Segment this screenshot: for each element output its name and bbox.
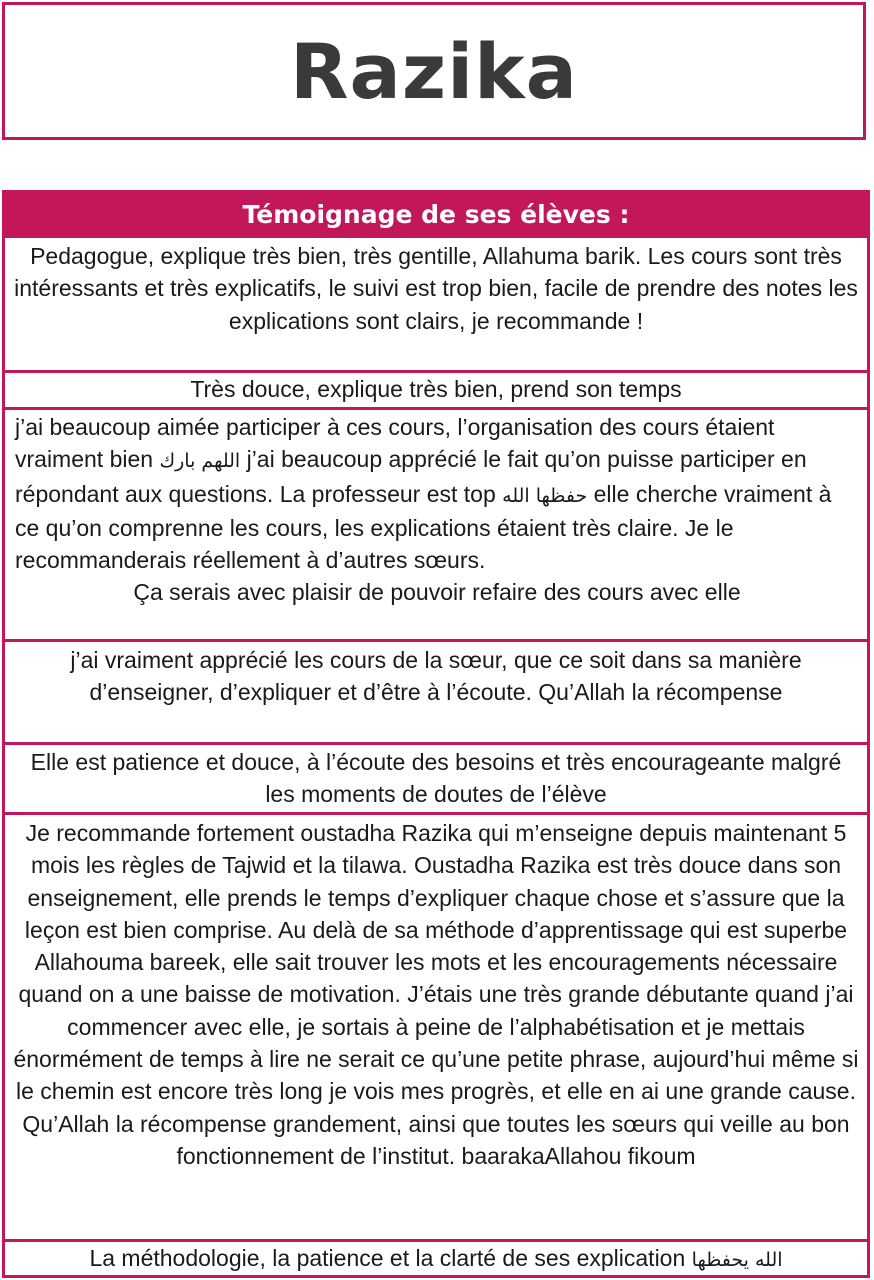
title-box	[2, 2, 866, 140]
testimonial-1	[5, 238, 867, 370]
testimonial-3-part1: j’ai beaucoup aimée participer à ces cours, l’organisation des cours étaient vraiment bien	[15, 414, 775, 473]
testimonial-7	[5, 1239, 867, 1275]
testimonial-7-arabic: الله يحفظها	[691, 1249, 783, 1271]
page-title: Razika	[290, 26, 578, 116]
testimonial-3-closing: Ça serais avec plaisir de pouvoir refaire des cours avec elle	[133, 579, 741, 606]
testimonial-2	[5, 370, 867, 407]
testimonial-3-part2: j’ai beaucoup apprécié le fait qu’on puisse participer en répondant aux questions. La professeur est top	[15, 446, 807, 507]
section-header: Témoignage de ses élèves :	[5, 190, 867, 238]
testimonial-3-arabic-1: اللهم بارك	[159, 450, 241, 473]
testimonial-6	[5, 812, 867, 1239]
testimonial-3	[5, 407, 867, 639]
testimonial-4-text: j’ai vraiment apprécié les cours de la sœur, que ce soit dans sa manière d’enseigner, d’expliquer et d’être à l’écoute. Qu’Allah la récompense	[70, 647, 802, 706]
testimonial-3-part3: elle cherche vraiment à ce qu’on comprenne les cours, les explications étaient très claire. Je le recommanderais réellement à d’autres sœurs.	[15, 480, 832, 574]
testimonial-6-text: Je recommande fortement oustadha Razika qui m’enseigne depuis maintenant 5 mois les règles de Tajwid et la tilawa. Oustadha Razika est très douce dans son enseignement, elle prends le temps d’expliquer chaque chose et s’assure que la leçon est bien comprise. Au delà de sa méthode d’apprentissage qui est superbe Allahouma bareek, elle sait trouver les mots et les encouragements nécessaire quand on a une baisse de motivation. J’étais une très grande débutante quand j’ai commencer avec elle, je sortais à peine de l’alphabétisation et je mettais énormément de temps à lire ne serait ce qu’une petite phrase, aujourd’hui même si le chemin est encore très long je vois mes progrès, et elle en ai une grande cause. Qu’Allah la récompense grandement, ainsi que toutes les sœurs qui veille au bon fonctionnement de l’institut. baarakaAllahou fikoum	[13, 820, 859, 1169]
testimonial-3-body	[15, 411, 859, 576]
testimonial-3-arabic-2: حفظها الله	[502, 484, 588, 507]
testimonial-5-text: Elle est patience et douce, à l’écoute des besoins et très encourageante malgré les moments de doutes de l’élève	[30, 749, 842, 808]
testimonial-2-text: Très douce, explique très bien, prend son temps	[190, 376, 682, 402]
testimonial-4	[5, 639, 867, 742]
testimonial-5	[5, 742, 867, 812]
testimonial-7-body	[13, 1242, 859, 1275]
testimonial-1-text: Pedagogue, explique très bien, très gentille, Allahuma barik. Les cours sont très intéressants et très explicatifs, le suivi est trop bien, facile de prendre des notes les explications sont clairs, je recommande !	[14, 243, 858, 334]
testimonial-7-text: La méthodologie, la patience et la clarté de ses explication	[89, 1245, 692, 1271]
testimonials-table	[2, 190, 870, 1278]
